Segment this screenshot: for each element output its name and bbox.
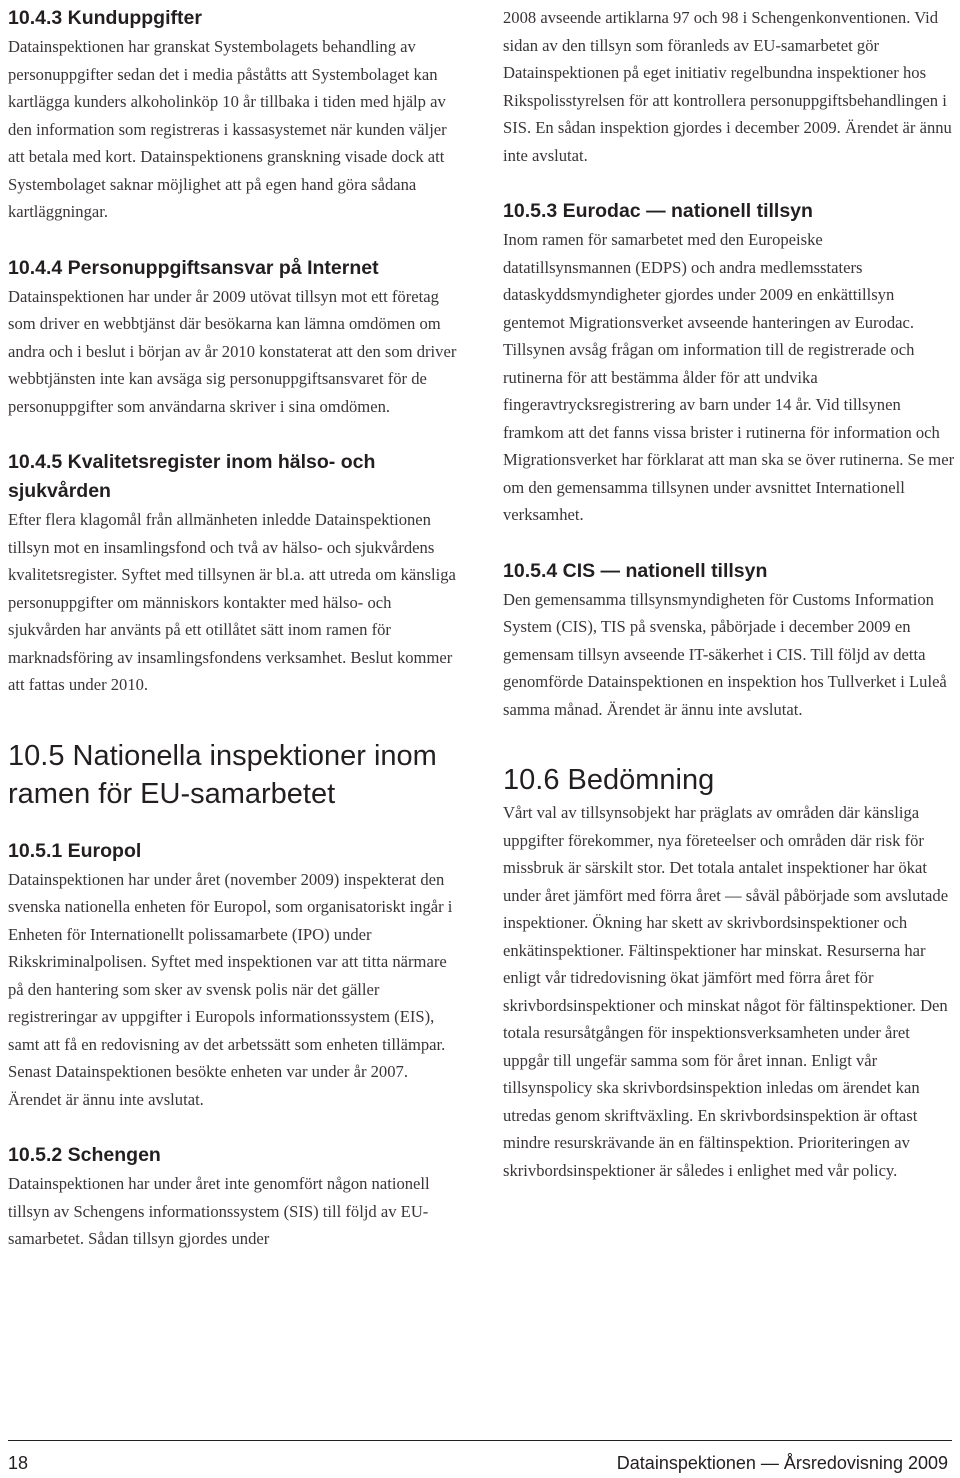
section-10-5-2-text: Datainspektionen har under året inte genomfört någon nationell tillsyn av Schengens informationssystem (SIS) till följd av EU-samarbetet. Sådan tillsyn gjordes under [8,1174,430,1248]
right-column [503,4,955,1184]
section-10-6-text: Vårt val av tillsynsobjekt har präglats av områden där känsliga uppgifter förekommer, nya företeelser och områden där risk för missbruk är särskilt stor. Det totala antalet inspektioner har ökat under året jämfört med förra året — såväl påbörjade som avslutade inspektioner. Ökning har skett av skrivbordsinspektioner och enkätinspektioner. Fältinspektioner har minskat. Resurserna har enligt vår tidredovisning ökat jämfört med förra året för skrivbordsinspektioner och minskat något för fältinspektioner. Den totala resursåtgången för inspektionsverksamheten under året uppgår till ungefär samma som för året innan. Enligt vår tillsynspolicy ska skrivbordsinspektion inledas om ärendet kan utredas genom skriftväxling. En skrivbordsinspektion är oftast mindre resurskrävande än en fältinspektion. Prioriteringen av skrivbordsinspektioner är således i enlighet med vår policy. [503,803,949,1180]
section-10-5-1-heading: 10.5.1 Europol [8,839,142,862]
section-10-5-3-text: Inom ramen för samarbetet med den Europeiske datatillsynsmannen (EDPS) och andra medlemsstaters dataskyddsmyndigheter gjordes under 2009 en enkättillsyn gentemot Migrationsverket avseende hanteringen av Eurodac. Tillsynen avsåg frågan om information till de registrerade och rutinerna för att bestämma ålder för att undvika fingeravtrycksregistrering av barn under 14 år. Vid tillsynen framkom att det fanns vissa brister i rutinerna för information och Migrationsverket har förklarat att man ska se över rutinerna. Se mer om den gemensamma tillsynen under avsnittet Internationell verksamhet. [503,230,955,524]
running-title: Datainspektionen — Årsredovisning 2009 [616,1453,948,1473]
section-10-4-5-heading: 10.4.5 Kvalitetsregister inom hälso- och sjukvården [8,451,376,502]
section-10-4-3-heading: 10.4.3 Kunduppgifter [8,7,202,29]
section-10-5-4-heading: 10.5.4 CIS — nationell tillsyn [503,559,768,582]
section-10-5-heading: 10.5 Nationella inspektioner inom ramen för EU-samarbetet [8,739,437,810]
section-10-5-4-text: Den gemensamma tillsynsmyndigheten för Customs Information System (CIS), TIS på svenska, påbörjade i december 2009 en gemensam tillsyn avseende IT-säkerhet i CIS. Till följd av detta genomförde Datainspektionen en inspektion hos Tullverket i Luleå samma månad. Ärendet är ännu inte avslutat. [503,589,947,719]
page-number: 18 [8,1453,29,1473]
section-10-4-4-heading: 10.4.4 Personuppgiftsansvar på Internet [8,256,379,279]
section-10-5-1-text: Datainspektionen har under året (november 2009) inspekterat den svenska nationella enheten för Europol, som organisatoriskt ingår i Enheten för Internationellt polissamarbete (IPO) under Rikskriminalpolisen. Syftet med inspektionen var att titta närmare på den hantering som sker av svensk polis när det gäller registreringar av uppgifter i Europols informationssystem (EIS), samt att få en redovisning av det arbetssätt som enheten tillämpar. Senast Datainspektionen besökte enheten var under år 2007. Ärendet är ännu inte avslutat. [8,869,453,1109]
section-10-5-3-heading: 10.5.3 Eurodac — nationell tillsyn [503,200,813,222]
page-footer [8,1440,952,1473]
section-10-6-heading: 10.6 Bedömning [503,764,715,796]
section-10-4-4-text: Datainspektionen har under år 2009 utövat tillsyn mot ett företag som driver en webbtjänst där besökarna kan lämna omdömen om andra och i beslut i början av år 2010 konstaterat att den som driver webbtjänsten inte kan avsäga sig personuppgiftsansvaret för de personuppgifter som användarna skriver i sina omdömen. [8,286,457,416]
left-column [8,4,460,1253]
section-10-4-5-text: Efter flera klagomål från allmänheten inledde Datainspektionen tillsyn mot en insamlingsfond och två av hälso- och sjukvårdens kvalitetsregister. Syftet med tillsynen är bl.a. att utreda om känsliga personuppgifter om människors kontakter med hälso- och sjukvården har använts på ett otillåtet sätt inom ramen för marknadsföring av insamlingsfondens verksamhet. Beslut kommer att fattas under 2010. [8,510,456,694]
section-10-4-3-text: Datainspektionen har granskat Systembolagets behandling av personuppgifter sedan det i media påståtts att Systembolaget kan kartlägga kunders alkoholinköp 10 år tillbaka i tiden med hjälp av den information som registreras i kassasystemet när kunden väljer att betala med kort. Datainspektionens granskning visade dock att Systembolaget saknar möjlighet att på egen hand göra sådana kartläggningar. [8,37,447,221]
section-10-5-2-continued-text: 2008 avseende artiklarna 97 och 98 i Schengenkonventionen. Vid sidan av den tillsyn som föranleds av EU-samarbetet gör Datainspektionen på eget initiativ regelbundna inspektioner hos Rikspolisstyrelsen för att kontrollera personuppgiftsbehandlingen i SIS. En sådan inspektion gjordes i december 2009. Ärendet är ännu inte avslutat. [503,8,952,165]
section-10-5-2-heading: 10.5.2 Schengen [8,1144,161,1166]
